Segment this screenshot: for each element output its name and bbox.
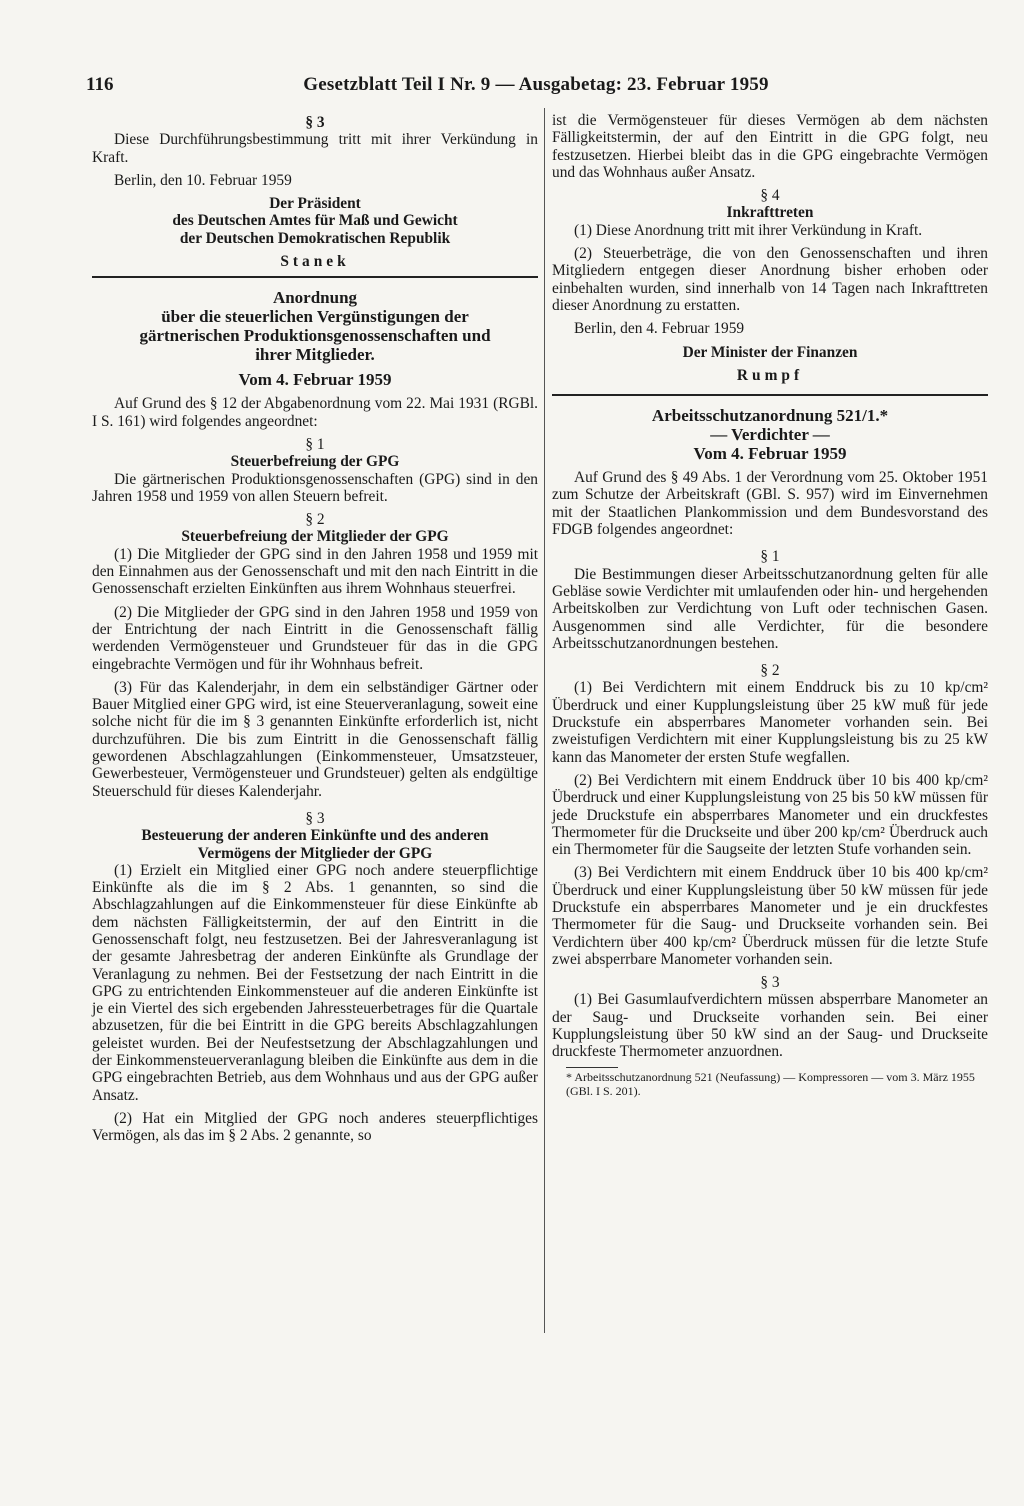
- paragraph: Diese Durchführungsbestimmung tritt mit ihrer Verkündung in Kraft.: [92, 131, 538, 166]
- footnote-rule: [566, 1067, 618, 1068]
- section-heading: Besteuerung der anderen Einkünfte und des anderen: [141, 827, 489, 845]
- section-heading: Steuerbefreiung der Mitglieder der GPG: [181, 528, 449, 546]
- page-number: 116: [86, 74, 114, 95]
- section-heading: Steuerbefreiung der GPG: [230, 453, 400, 471]
- paragraph: (1) Diese Anordnung tritt mit ihrer Verkündung in Kraft.: [574, 221, 923, 239]
- place-date: Berlin, den 10. Februar 1959: [114, 171, 292, 189]
- section-number: § 4: [760, 187, 780, 205]
- paragraph: ist die Vermögensteuer für dieses Vermögen ab dem nächsten Fälligkeitstermin, der auf den Eintritt in die GPG folgt, neu festzusetzen. Hierbei bleibt das in die GPG eingebrachte Vermögen und das Wohnhaus außer Ansatz.: [552, 112, 988, 181]
- paragraph: (2) Die Mitglieder der GPG sind in den Jahren 1958 und 1959 von der Entrichtung der nach Eintritt in die Genossenschaft fällig werdenden Vermögensteuer und Grundsteuer für das in die GPG eingebrachte Vermögen und für ihr Wohnhaus befreit.: [92, 603, 538, 673]
- column-divider: [544, 108, 545, 1333]
- signatory-title: der Deutschen Demokratischen Republik: [179, 229, 451, 247]
- section-heading: § 3: [305, 114, 325, 131]
- document-date: Vom 4. Februar 1959: [238, 370, 392, 390]
- document-title: über die steuerlichen Vergünstigungen der: [161, 307, 469, 327]
- document-title: ihrer Mitglieder.: [255, 345, 375, 365]
- section-heading: Inkrafttreten: [726, 204, 814, 222]
- paragraph: (1) Bei Verdichtern mit einem Enddruck bis zu 10 kp/cm² Überdruck und einer Kupplungsleistung über 25 kW muß für jede Druckstufe ein absperrbares Manometer vorhanden sein. Bei zweistufigen Verdichtern mit einer Kupplungsleistung bis zu 25 kW kann das Manometer der ersten Stufe wegfallen.: [552, 679, 988, 766]
- preamble: Auf Grund des § 49 Abs. 1 der Verordnung vom 25. Oktober 1951 zum Schutze der Arbeitskraft (GBl. S. 957) wird im Einvernehmen mit der Staatlichen Plankommission und dem Bundesvorstand des FDGB folgendes angeordnet:: [552, 469, 988, 539]
- section-number: § 2: [305, 511, 325, 529]
- left-column: [92, 112, 538, 1151]
- footnote: * Arbeitsschutzanordnung 521 (Neufassung) — Kompressoren — vom 3. März 1955 (GBl. I S. 201).: [566, 1069, 975, 1098]
- paragraph: (2) Bei Verdichtern mit einem Enddruck über 10 bis 400 kp/cm² Überdruck und einer Kupplungsleistung von 25 bis 50 kW müssen für jede Druckstufe ein absperrbares Manometer und ein druckfestes Thermometer für die Druckseite und über 200 kp/cm² Überdruck auch ein Thermometer für die Saugseite der letzten Stufe vorhanden sein.: [552, 771, 988, 859]
- place-date: Berlin, den 4. Februar 1959: [574, 320, 745, 338]
- signatory-name: Stanek: [280, 253, 350, 271]
- paragraph: (1) Erzielt ein Mitglied einer GPG noch andere steuerpflichtige Einkünfte als die im § 2 Abs. 1 genannten, so sind die Abschlagzahlungen auf die Einkommensteuer für diese Einkünfte ab dem nächsten Fälligkeitstermin, der auf den Eintritt in die Genossenschaft folgt, neu festzusetzen. Bei der Jahresveranlagung ist der gesamte Jahresbetrag der anderen Einkünfte als Grundlage der Veranlagung zu nehmen. Bei der Festsetzung der nach Eintritt in die GPG zu entrichtenden Einkommensteuer auf die anderen Einkünfte ist je ein Viertel des sich ergebenden Jahressteuerbetrages für die Quartale abzusetzen, für die bei Eintritt in die GPG bereits Abschlagzahlungen geleistet wurden. Bei der Neufestsetzung der Abschlagzahlungen und der Einkommensteuerveranlagung bleiben die Einkünfte aus dem in die GPG eingebrachten Betrieb, aus dem Wohnhaus und aus der GPG außer Ansatz.: [92, 861, 538, 1104]
- page-header: [86, 74, 986, 100]
- signatory-title: des Deutschen Amtes für Maß und Gewicht: [172, 212, 458, 230]
- section-number: § 3: [760, 974, 780, 992]
- paragraph: (1) Bei Gasumlaufverdichtern müssen absperrbare Manometer an der Saug- und Druckseite vorhanden sein. Bei einer Kupplungsleistung über 50 kW sind an der Saug- und Druckseite druckfeste Thermometer anzuordnen.: [552, 991, 988, 1061]
- signatory-title: Der Präsident: [269, 195, 361, 213]
- document-title: gärtnerischen Produktionsgenossenschaften und: [139, 326, 491, 346]
- paragraph: Die gärtnerischen Produktionsgenossenschaften (GPG) sind in den Jahren 1958 und 1959 von allen Steuern befreit.: [92, 470, 538, 505]
- document-subtitle: — Verdichter —: [710, 425, 830, 445]
- document-date: Vom 4. Februar 1959: [693, 444, 847, 464]
- section-rule: [92, 276, 538, 278]
- paragraph: (2) Steuerbeträge, die von den Genossenschaften und ihren Mitgliedern entgegen dieser Anordnung bisher erhoben oder einbehalten wurden, sind innerhalb von 14 Tagen nach Inkrafttreten dieser Anordnung zu erstatten.: [552, 245, 988, 314]
- paragraph: (1) Die Mitglieder der GPG sind in den Jahren 1958 und 1959 mit den Einnahmen aus der Genossenschaft und mit den nach Eintritt in die Genossenschaft erzielten Einkünften aus ihrem Wohnhaus steuerfrei.: [92, 545, 538, 598]
- document-title: Anordnung: [272, 288, 358, 308]
- section-heading: Vermögens der Mitglieder der GPG: [197, 844, 433, 862]
- paragraph: (3) Bei Verdichtern mit einem Enddruck über 10 bis 400 kp/cm² Überdruck und einer Kupplungsleistung über 50 kW müssen für jede Druckstufe ein absperrbares Manometer und je ein druckfestes Thermometer für die Saug- und Druckseite vorhanden sein. Bei Verdichtern über 400 kp/cm² Überdruck müssen für die letzte Stufe zwei absperrbare Manometer vorhanden sein.: [552, 864, 988, 968]
- signatory-name: Rumpf: [736, 366, 804, 384]
- paragraph: (3) Für das Kalenderjahr, in dem ein selbständiger Gärtner oder Bauer Mitglied einer GPG wird, ist eine Steuerveranlagung, soweit eine solche nicht für die im § 3 genannten Einkünfte erforderlich ist, nicht durchzuführen. Die bis zum Eintritt in die Genossenschaft fällig gewordenen Abschlagzahlungen (Einkommensteuer, Umsatzsteuer, Gewerbesteuer, Vermögensteuer und Grundsteuer) gelten als endgültige Steuerschuld für dieses Kalenderjahr.: [92, 678, 538, 800]
- document-title: Arbeitsschutzanordnung 521/1.*: [651, 406, 889, 426]
- preamble: Auf Grund des § 12 der Abgabenordnung vom 22. Mai 1931 (RGBl. I S. 161) wird folgendes angeordnet:: [92, 395, 538, 430]
- section-number: § 1: [760, 548, 780, 566]
- paragraph: (2) Hat ein Mitglied der GPG noch anderes steuerpflichtiges Vermögen, als das im § 2 Abs. 2 genannte, so: [92, 1109, 538, 1145]
- running-title: Gesetzblatt Teil I Nr. 9 — Ausgabetag: 23. Februar 1959: [303, 74, 769, 95]
- paragraph: Die Bestimmungen dieser Arbeitsschutzanordnung gelten für alle Gebläse sowie Verdichter mit umlaufenden oder hin- und hergehenden Arbeitskolben zur Verdichtung von Luft oder technischen Gasen. Ausgenommen sind alle Verdichter, für die besondere Arbeitsschutzanordnungen bestehen.: [552, 565, 988, 652]
- signatory-title: Der Minister der Finanzen: [682, 343, 858, 361]
- section-number: § 1: [305, 435, 325, 453]
- section-number: § 3: [305, 809, 325, 827]
- section-rule: [552, 394, 988, 396]
- right-column: [552, 112, 988, 1098]
- section-number: § 2: [760, 662, 780, 680]
